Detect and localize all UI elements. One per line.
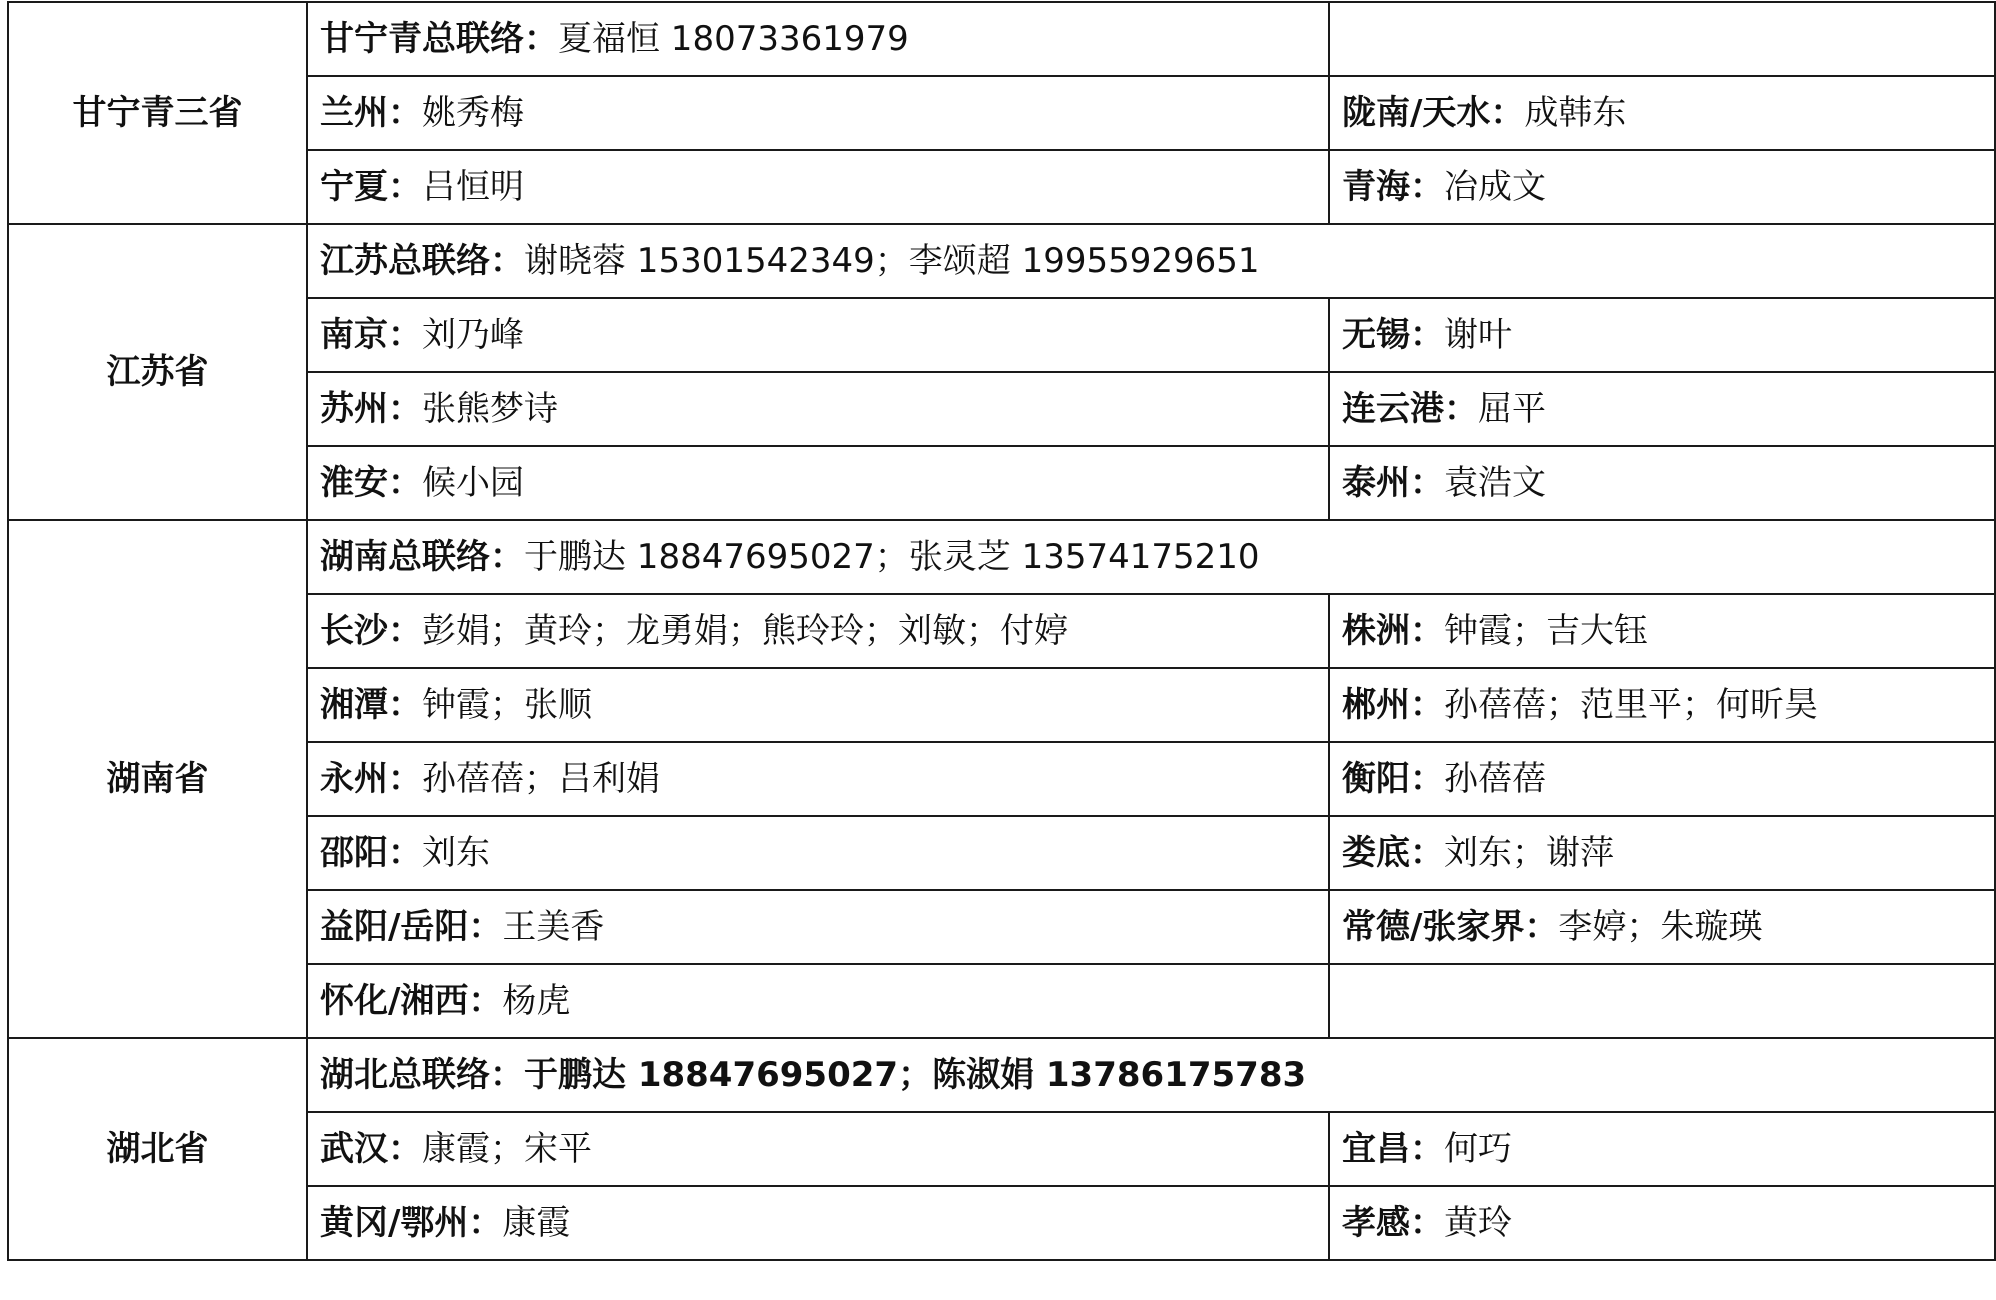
city-contact-cell (1329, 298, 1995, 372)
general-contact-cell (307, 2, 1329, 76)
city-contact-cell (307, 668, 1329, 742)
city-label: 孝感： (1342, 1203, 1444, 1243)
city-contact-cell (1329, 1186, 1995, 1260)
city-label: 娄底： (1342, 833, 1444, 873)
city-label: 连云港： (1342, 389, 1478, 429)
city-contact-names: 谢叶 (1444, 315, 1512, 355)
city-contact-names: 张熊梦诗 (422, 389, 558, 429)
city-label: 怀化/湘西： (320, 981, 503, 1021)
city-contact-cell (1329, 594, 1995, 668)
city-contact-cell (307, 594, 1329, 668)
city-contact-cell (307, 372, 1329, 446)
city-row (8, 890, 1995, 964)
city-label: 宁夏： (320, 167, 422, 207)
city-contact-cell (1329, 372, 1995, 446)
city-row (8, 964, 1995, 1038)
city-contact-cell (1329, 76, 1995, 150)
city-contact-cell (307, 816, 1329, 890)
city-contact-names: 孙蓓蓓；吕利娟 (422, 759, 660, 799)
city-contact-cell (1329, 890, 1995, 964)
empty-cell (1329, 2, 1995, 76)
city-contact-names: 刘东 (422, 833, 490, 873)
city-contact-cell (307, 964, 1329, 1038)
city-label: 郴州： (1342, 685, 1444, 725)
city-contact-names: 孙蓓蓓 (1444, 759, 1546, 799)
city-contact-cell (1329, 668, 1995, 742)
city-label: 株洲： (1342, 611, 1444, 651)
general-contact-label: 湖南总联络： (320, 537, 524, 577)
city-contact-cell (1329, 446, 1995, 520)
city-label: 衡阳： (1342, 759, 1444, 799)
city-contact-names: 姚秀梅 (422, 93, 524, 133)
city-contact-names: 候小园 (422, 463, 524, 503)
city-row (8, 1186, 1995, 1260)
province-name: 湖南省 (8, 520, 307, 1038)
general-contact-cell (307, 1038, 1995, 1112)
city-label: 陇南/天水： (1342, 93, 1525, 133)
province-name: 江苏省 (8, 224, 307, 520)
city-contact-cell (307, 1186, 1329, 1260)
province-summary-row (8, 224, 1995, 298)
city-label: 邵阳： (320, 833, 422, 873)
city-contact-cell (307, 76, 1329, 150)
city-contact-names: 刘东；谢萍 (1444, 833, 1614, 873)
city-contact-names: 冶成文 (1444, 167, 1546, 207)
city-label: 常德/张家界： (1342, 907, 1559, 947)
city-label: 无锡： (1342, 315, 1444, 355)
general-contact-value: 于鹏达 18847695027；张灵芝 13574175210 (524, 537, 1260, 577)
city-contact-names: 钟霞；张顺 (422, 685, 592, 725)
general-contact-value: 谢晓蓉 15301542349；李颂超 19955929651 (524, 241, 1260, 281)
city-row (8, 446, 1995, 520)
city-contact-cell (307, 890, 1329, 964)
city-label: 宜昌： (1342, 1129, 1444, 1169)
city-contact-names: 钟霞；吉大钰 (1444, 611, 1648, 651)
general-contact-cell (307, 520, 1995, 594)
city-row (8, 816, 1995, 890)
city-label: 长沙： (320, 611, 422, 651)
city-contact-cell (307, 742, 1329, 816)
city-row (8, 76, 1995, 150)
city-contact-names: 康霞；宋平 (422, 1129, 592, 1169)
city-label: 兰州： (320, 93, 422, 133)
city-contact-names: 孙蓓蓓；范里平；何昕昊 (1444, 685, 1818, 725)
city-row (8, 372, 1995, 446)
city-label: 南京： (320, 315, 422, 355)
city-label: 苏州： (320, 389, 422, 429)
province-name: 甘宁青三省 (8, 2, 307, 224)
city-contact-names: 屈平 (1478, 389, 1546, 429)
city-contact-names: 彭娟；黄玲；龙勇娟；熊玲玲；刘敏；付婷 (422, 611, 1068, 651)
city-label: 湘潭： (320, 685, 422, 725)
city-label: 黄冈/鄂州： (320, 1203, 503, 1243)
city-row (8, 298, 1995, 372)
city-contact-names: 康霞 (502, 1203, 571, 1243)
city-row (8, 668, 1995, 742)
city-contact-names: 王美香 (502, 907, 605, 947)
contact-table-body (8, 2, 1995, 1260)
province-name: 湖北省 (8, 1038, 307, 1260)
city-contact-cell (307, 446, 1329, 520)
empty-cell (1329, 964, 1995, 1038)
city-contact-cell (1329, 816, 1995, 890)
general-contact-value: 夏福恒 18073361979 (558, 19, 909, 59)
city-contact-cell (1329, 150, 1995, 224)
general-contact-label: 江苏总联络： (320, 241, 524, 281)
general-contact-label: 甘宁青总联络： (320, 19, 558, 59)
city-row (8, 1112, 1995, 1186)
general-contact-label: 湖北总联络： (320, 1055, 524, 1095)
city-label: 淮安： (320, 463, 422, 503)
city-contact-names: 杨虎 (502, 981, 571, 1021)
city-contact-cell (307, 150, 1329, 224)
city-contact-names: 黄玲 (1444, 1203, 1512, 1243)
city-contact-cell (307, 298, 1329, 372)
city-contact-names: 袁浩文 (1444, 463, 1546, 503)
city-contact-cell (1329, 742, 1995, 816)
city-label: 武汉： (320, 1129, 422, 1169)
province-summary-row (8, 2, 1995, 76)
city-contact-cell (1329, 1112, 1995, 1186)
city-contact-names: 刘乃峰 (422, 315, 524, 355)
city-label: 泰州： (1342, 463, 1444, 503)
contact-table (7, 1, 1996, 1261)
city-contact-names: 李婷；朱璇瑛 (1558, 907, 1763, 947)
city-contact-cell (307, 1112, 1329, 1186)
province-summary-row (8, 1038, 1995, 1112)
province-summary-row (8, 520, 1995, 594)
city-row (8, 742, 1995, 816)
city-row (8, 594, 1995, 668)
general-contact-cell (307, 224, 1995, 298)
city-contact-names: 成韩东 (1524, 93, 1627, 133)
city-label: 青海： (1342, 167, 1444, 207)
city-label: 益阳/岳阳： (320, 907, 503, 947)
city-contact-names: 吕恒明 (422, 167, 524, 207)
general-contact-value: 于鹏达 18847695027；陈淑娟 13786175783 (524, 1055, 1307, 1095)
city-contact-names: 何巧 (1444, 1129, 1512, 1169)
city-label: 永州： (320, 759, 422, 799)
city-row (8, 150, 1995, 224)
